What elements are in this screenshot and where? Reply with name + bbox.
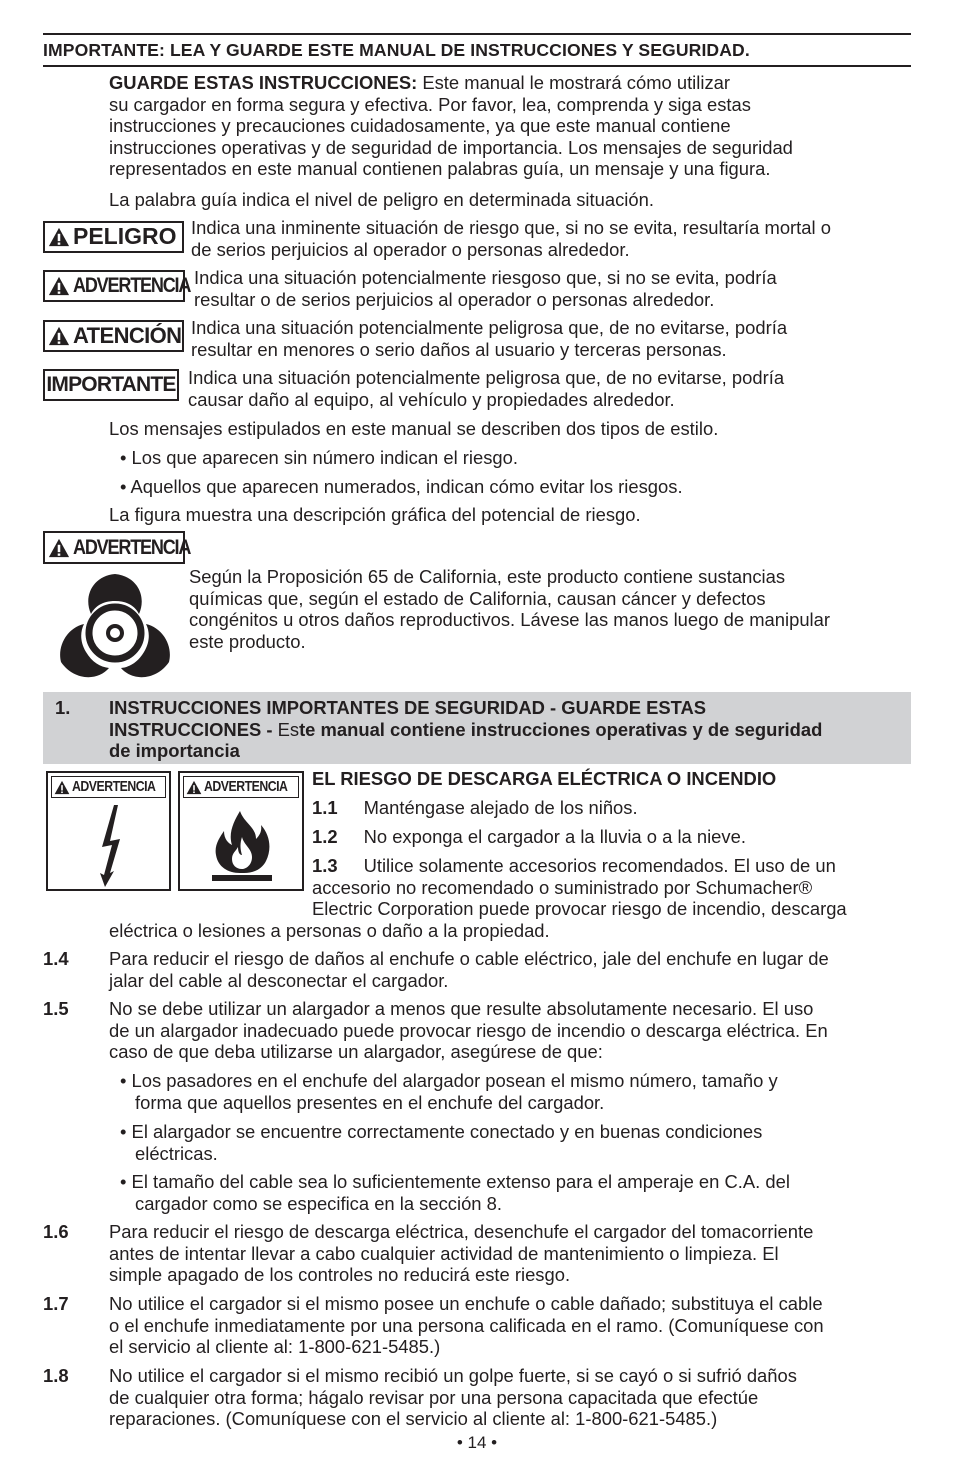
item-text-line: No utilice el cargador si el mismo posee un enchufe o cable dañado; substituya el cable: [109, 1293, 823, 1314]
signal-label: ATENCIÓN: [73, 323, 182, 349]
styles-text: Los mensajes estipulados en este manual se describen dos tipos de estilo.: [109, 418, 719, 439]
intro-paragraph: [109, 72, 909, 180]
top-rule: [43, 33, 911, 35]
section-number: 1.: [55, 697, 71, 718]
signal-box-peligro: [43, 221, 184, 253]
warning-triangle-icon: [186, 780, 202, 795]
style-bullet: • Los que aparecen sin número indican el riesgo.: [120, 447, 518, 468]
cord-bullet-line: • El tamaño del cable sea lo suficientemente extenso para el amperaje en C.A. del: [120, 1171, 790, 1192]
item-text-line: simple apagado de los controles no reducirá este riesgo.: [109, 1264, 571, 1285]
hazard-panel-header: [51, 776, 166, 798]
item-text-line: de cualquier otra forma; hágalo revisar por una persona capacitada que efectúe: [109, 1386, 759, 1408]
hazard-panel-electric: [46, 771, 171, 891]
item-text-line: Para reducir el riesgo de descarga eléctrica, desenchufe el cargador del tomacorriente: [109, 1221, 814, 1242]
intro-line: su cargador en forma segura y efectiva. Por favor, lea, comprenda y siga estas: [109, 93, 751, 115]
item-text-line: Para reducir el riesgo de daños al enchufe o cable eléctrico, jale del enchufe en lugar de: [109, 948, 829, 969]
signal-description-line: causar daño al equipo, al vehículo y propiedades alrededor.: [188, 388, 675, 410]
item-1-5-text: [109, 998, 911, 1063]
item-text-line: de un alargador inadecuado puede provocar riesgo de incendio o descarga eléctrica. En: [109, 1019, 828, 1041]
item-1-3: [312, 855, 836, 877]
intro-line: instrucciones y precauciones cuidadosamente, ya que este manual contiene: [109, 115, 731, 136]
electric-shock-icon: [90, 803, 130, 888]
signal-word-intro: La palabra guía indica el nivel de peligro en determinada situación.: [109, 189, 654, 210]
signal-description-line: Indica una situación potencialmente riesgoso que, si no se evita, podría: [194, 267, 777, 288]
style-bullet: • Aquellos que aparecen numerados, indican cómo evitar los riesgos.: [120, 476, 683, 497]
item-text-line: Electric Corporation puede provocar riesgo de incendio, descarga: [312, 898, 847, 919]
signal-description-peligro: [191, 217, 911, 260]
intro-line: Este manual le mostrará cómo utilizar: [417, 72, 730, 93]
signal-box-prop65-advertencia: [43, 531, 191, 564]
signal-description-line: de serios perjuicios al operador o personas alrededor.: [191, 238, 630, 260]
warning-triangle-icon: [48, 537, 70, 559]
prop65-line: este producto.: [189, 630, 306, 652]
item-text: Manténgase alejado de los niños.: [363, 797, 638, 818]
item-number: 1.8: [43, 1365, 69, 1386]
item-text-line: accesorio no recomendado o suministrado por Schumacher®: [312, 877, 813, 898]
signal-description-advertencia: [194, 267, 914, 310]
warning-triangle-icon: [54, 780, 70, 795]
intro-lead-bold: GUARDE ESTAS INSTRUCCIONES:: [109, 72, 418, 93]
item-1-6-text: [109, 1221, 911, 1286]
item-text-line: No utilice el cargador si el mismo recibió un golpe fuerte, si se cayó o si sufrió daños: [109, 1365, 797, 1386]
item-text-line: antes de intentar llevar a cabo cualquier actividad de mantenimiento o limpieza. El: [109, 1242, 779, 1264]
section-title-line: de importancia: [109, 740, 240, 761]
prop65-line: Según la Proposición 65 de California, este producto contiene sustancias: [189, 566, 786, 587]
warning-triangle-icon: [48, 226, 70, 248]
item-text-line: reparaciones. (Comuníquese con el servicio al cliente al: 1-800-621-5485.): [109, 1408, 718, 1429]
item-number: 1.5: [43, 998, 69, 1019]
signal-label: ADVERTENCIA: [73, 535, 191, 559]
figure-text: La figura muestra una descripción gráfica del potencial de riesgo.: [109, 504, 641, 525]
page-header-title: IMPORTANTE: LEA Y GUARDE ESTE MANUAL DE INSTRUCCIONES Y SEGURIDAD.: [43, 40, 750, 60]
signal-description-line: Indica una situación potencialmente peligrosa que, de no evitarse, podría: [188, 367, 785, 388]
prop65-line: químicas que, según el estado de California, causan cáncer y defectos: [189, 587, 766, 609]
signal-description-line: resultar en menores o serio daños al usuario y terceras personas.: [191, 338, 727, 360]
cord-bullet: [120, 1070, 778, 1113]
cord-bullet: [120, 1171, 790, 1214]
intro-line: instrucciones operativas y de seguridad de importancia. Los mensajes de seguridad: [109, 136, 793, 158]
item-text-line: No se debe utilizar un alargador a menos que resulte absolutamente necesario. El uso: [109, 998, 814, 1019]
cord-bullet-line: • El alargador se encuentre correctamente conectado y en buenas condiciones: [120, 1121, 763, 1142]
section-title-line: [109, 719, 909, 741]
item-number: 1.7: [43, 1293, 69, 1314]
intro-line: representados en este manual contienen palabras guía, un mensaje y una figura.: [109, 158, 771, 179]
page-number: • 14 •: [456, 1433, 498, 1452]
biohazard-icon: [55, 570, 175, 684]
warning-triangle-icon: [48, 325, 70, 347]
cord-bullet: [120, 1121, 762, 1164]
item-number: 1.4: [43, 948, 69, 969]
item-1-4-text: [109, 948, 911, 991]
cord-bullet-line: cargador como se especifica en la sección 8.: [135, 1192, 502, 1214]
item-text-line: eléctrica o lesiones a personas o daño a la propiedad.: [109, 920, 550, 941]
cord-bullet-line: forma que aquellos presentes en el enchufe del cargador.: [135, 1091, 605, 1113]
item-1-2: [312, 826, 746, 848]
signal-label: IMPORTANTE: [46, 373, 176, 397]
section-title-part: Es: [277, 718, 300, 740]
risk-heading: EL RIESGO DE DESCARGA ELÉCTRICA O INCENDIO: [312, 768, 777, 789]
item-number: 1.6: [43, 1221, 69, 1242]
signal-description-line: Indica una situación potencialmente peligrosa que, de no evitarse, podría: [191, 317, 788, 338]
section-title: [109, 697, 909, 762]
signal-label: PELIGRO: [73, 223, 177, 250]
fire-icon: [210, 809, 274, 883]
signal-label: ADVERTENCIA: [73, 274, 191, 298]
item-text: No exponga el cargador a la lluvia o a la nieve.: [363, 826, 746, 847]
item-text-line: el servicio al cliente al: 1-800-621-5485.): [109, 1336, 441, 1357]
signal-description-line: resultar o de serios perjuicios al operador o personas alrededor.: [194, 288, 715, 310]
item-number: 1.2: [312, 826, 338, 847]
item-text-line: caso de que deba utilizarse un alargador, asegúrese de que:: [109, 1041, 603, 1062]
signal-description-importante: [188, 367, 908, 410]
hazard-panel-header: [183, 776, 299, 798]
section-title-part: te manual contiene instrucciones operativas y de seguridad: [299, 718, 823, 740]
header-underline: [43, 65, 911, 67]
item-number: 1.3: [312, 855, 338, 876]
cord-bullet-line: eléctricas.: [135, 1142, 218, 1164]
signal-description-atencion: [191, 317, 911, 360]
cord-bullet-line: • Los pasadores en el enchufe del alargador posean el mismo número, tamaño y: [120, 1070, 778, 1091]
item-text: Utilice solamente accesorios recomendados. El uso de un: [363, 855, 836, 876]
hazard-panel-label: ADVERTENCIA: [72, 778, 156, 796]
signal-box-atencion: [43, 320, 184, 352]
item-1-7-text: [109, 1293, 911, 1358]
signal-box-importante: [43, 369, 179, 401]
hazard-panel-label: ADVERTENCIA: [204, 778, 288, 796]
item-text-line: o el enchufe inmediatamente por una persona calificada en el ramo. (Comuníquese con: [109, 1314, 824, 1336]
prop65-line: congénitos u otros daños reproductivos. Lávese las manos luego de manipular: [189, 609, 830, 630]
item-number: 1.1: [312, 797, 338, 818]
signal-description-line: Indica una inminente situación de riesgo que, si no se evita, resultaría mortal o: [191, 217, 831, 238]
section-title-part: INSTRUCCIONES -: [109, 718, 278, 740]
prop65-text: [189, 566, 909, 652]
item-text-line: jalar del cable al desconectar el cargador.: [109, 969, 449, 991]
warning-triangle-icon: [48, 275, 70, 297]
item-1-8-text: [109, 1365, 911, 1430]
hazard-panel-fire: [178, 771, 304, 891]
item-1-1: [312, 797, 638, 819]
section-title-line: INSTRUCCIONES IMPORTANTES DE SEGURIDAD - GUARDE ESTAS: [109, 697, 707, 718]
signal-box-advertencia: [43, 270, 191, 302]
